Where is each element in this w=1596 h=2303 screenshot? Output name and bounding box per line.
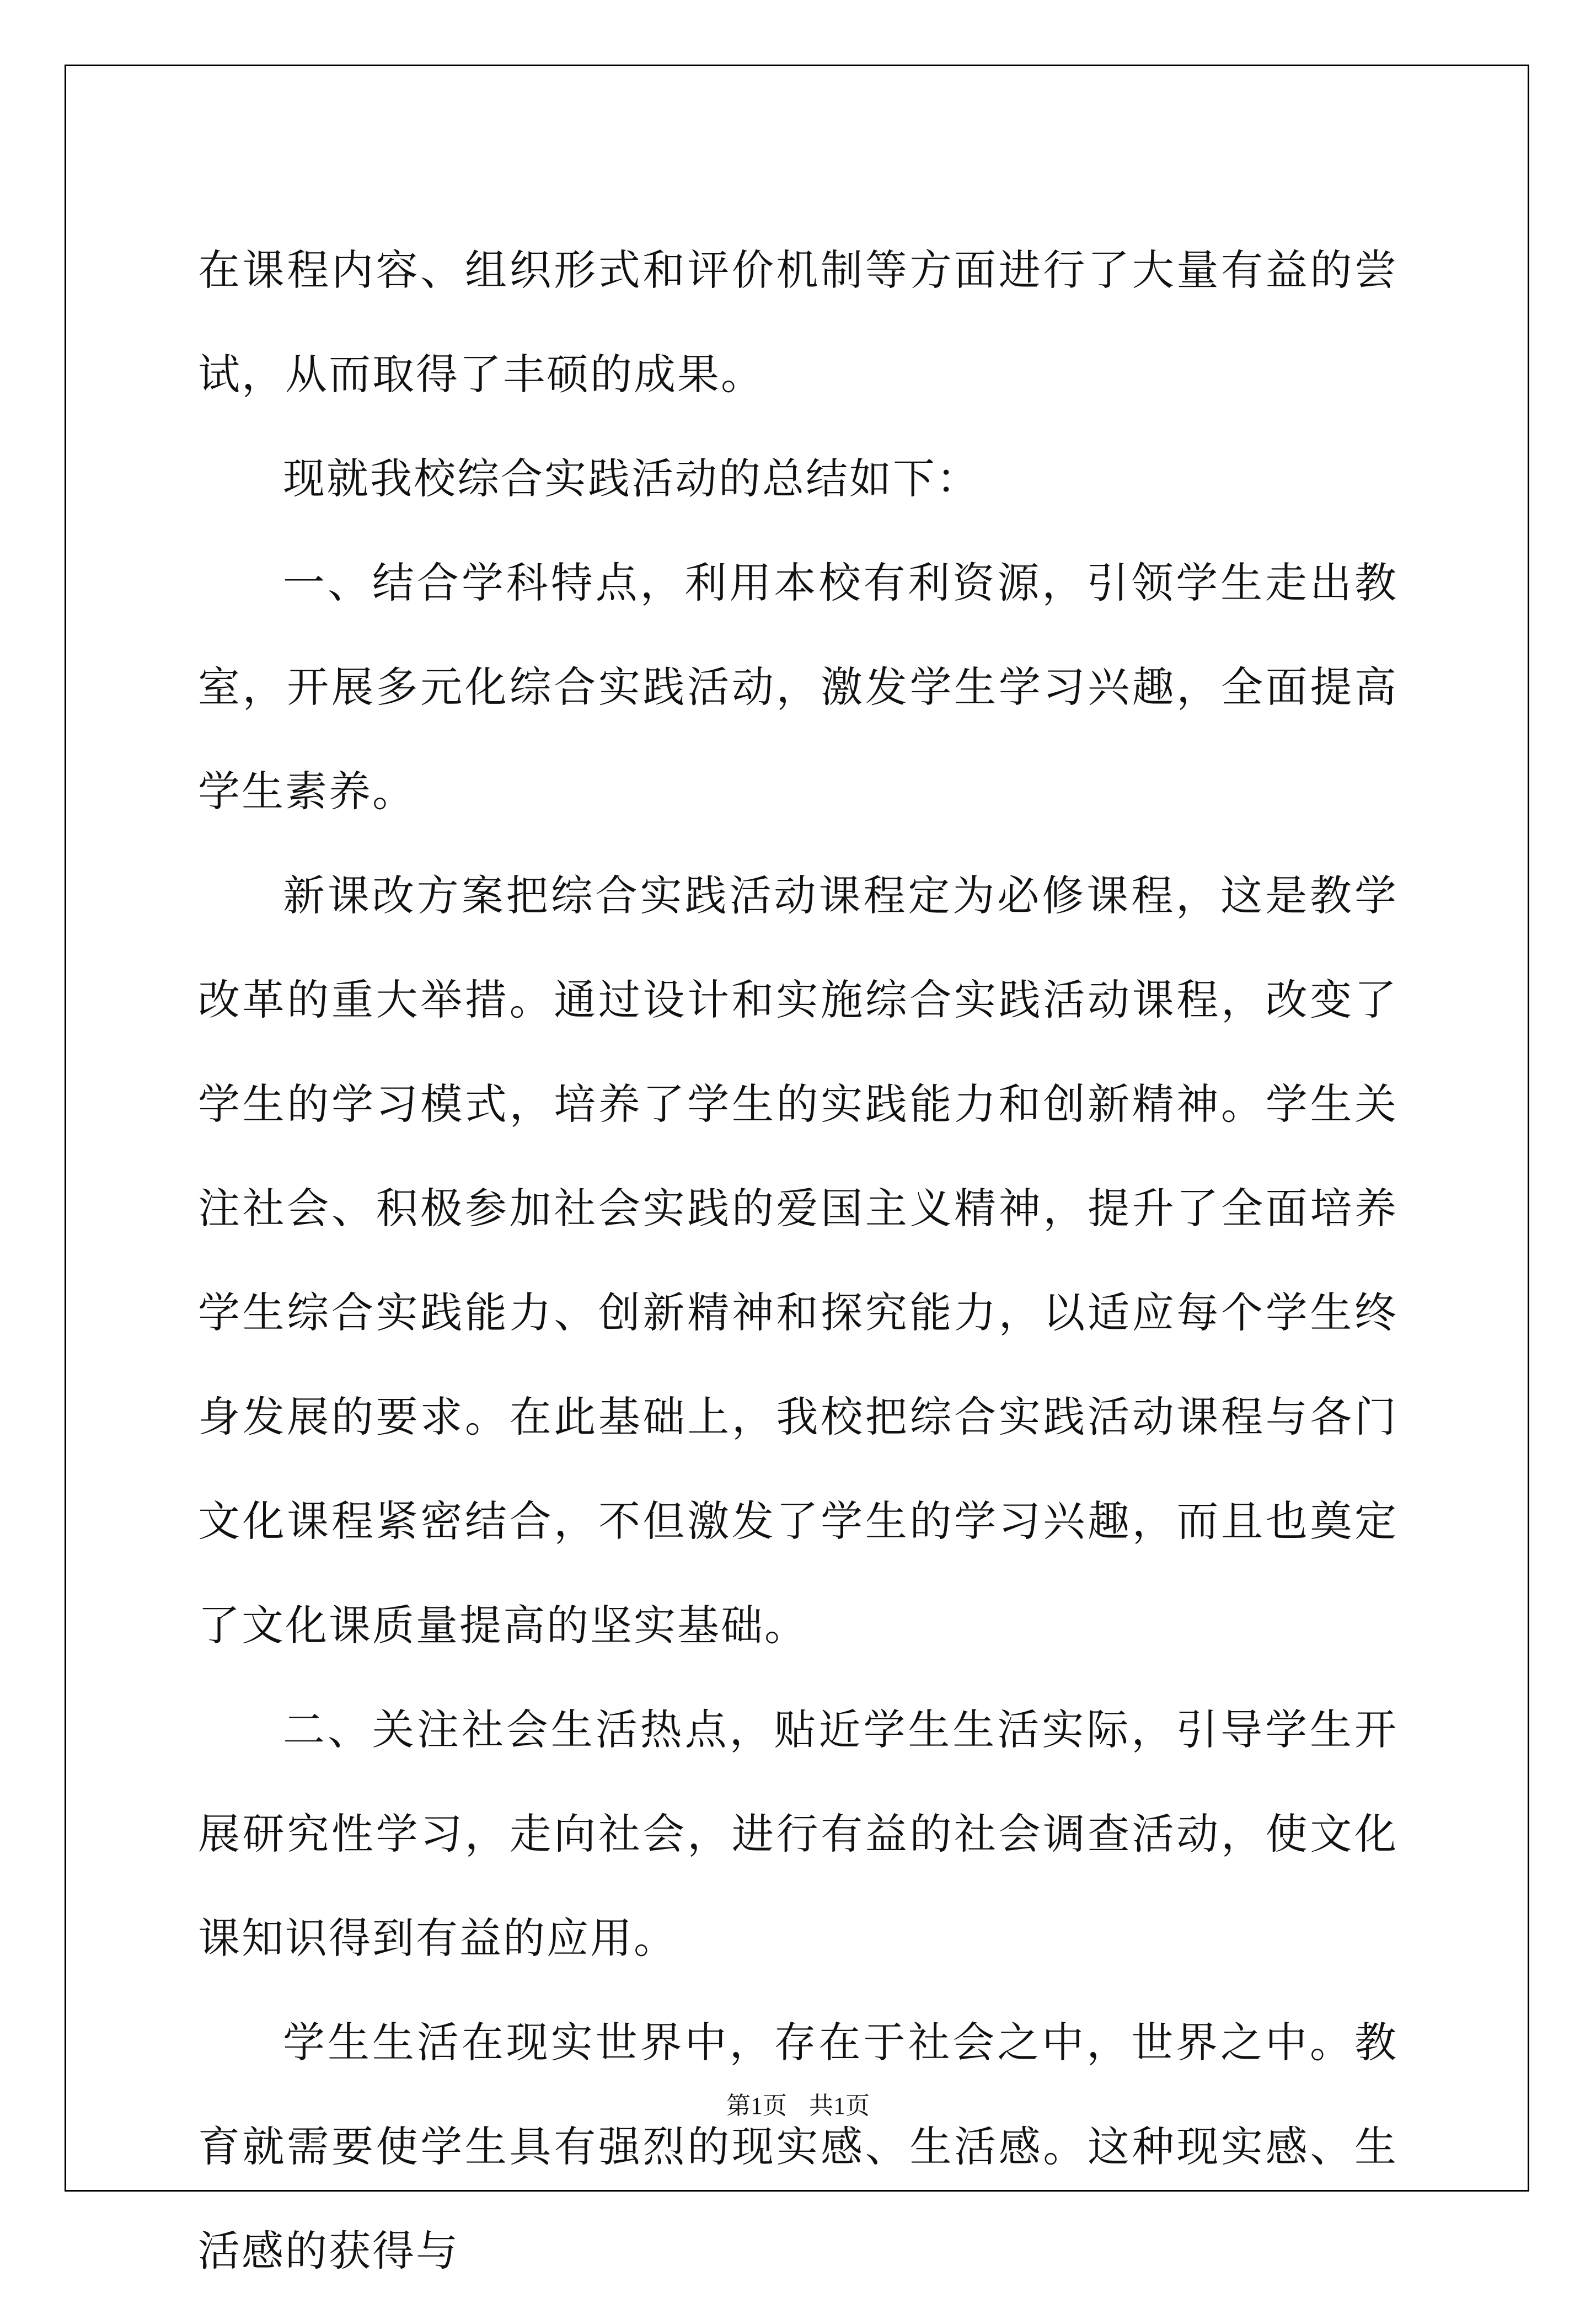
- page-total: 共1页: [809, 2092, 870, 2119]
- paragraph: 新课改方案把综合实践活动课程定为必修课程，这是教学改革的重大举措。通过设计和实施综合实践活动课程，改变了学生的学习模式，培养了学生的实践能力和创新精神。学生关注社会、积极参加社会实践的爱国主义精神，提升了全面培养学生综合实践能力、创新精神和探究能力，以适应每个学生终身发展的要求。在此基础上，我校把综合实践活动课程与各门文化课程紧密结合，不但激发了学生的学习兴趣，而且也奠定了文化课质量提高的坚实基础。: [198, 871, 1398, 1650]
- paragraph: 学生生活在现实世界中，存在于社会之中，世界之中。教育就需要使学生具有强烈的现实感、生活感。这种现实感、生活感的获得与: [198, 2018, 1398, 2275]
- paragraph: 二、关注社会生活热点，贴近学生生活实际，引导学生开展研究性学习，走向社会，进行有益的社会调查活动，使文化课知识得到有益的应用。: [198, 1705, 1398, 1963]
- paragraph: 一、结合学科特点，利用本校有利资源，引领学生走出教室，开展多元化综合实践活动，激发学生学习兴趣，全面提高学生素养。: [198, 558, 1398, 816]
- paragraph: 在课程内容、组织形式和评价机制等方面进行了大量有益的尝试，从而取得了丰硕的成果。: [198, 245, 1398, 399]
- page-footer: [0, 2090, 1596, 2123]
- document-body: [198, 218, 1398, 2303]
- page-number: 第1页: [726, 2092, 787, 2119]
- paragraph: 现就我校综合实践活动的总结如下：: [283, 454, 980, 503]
